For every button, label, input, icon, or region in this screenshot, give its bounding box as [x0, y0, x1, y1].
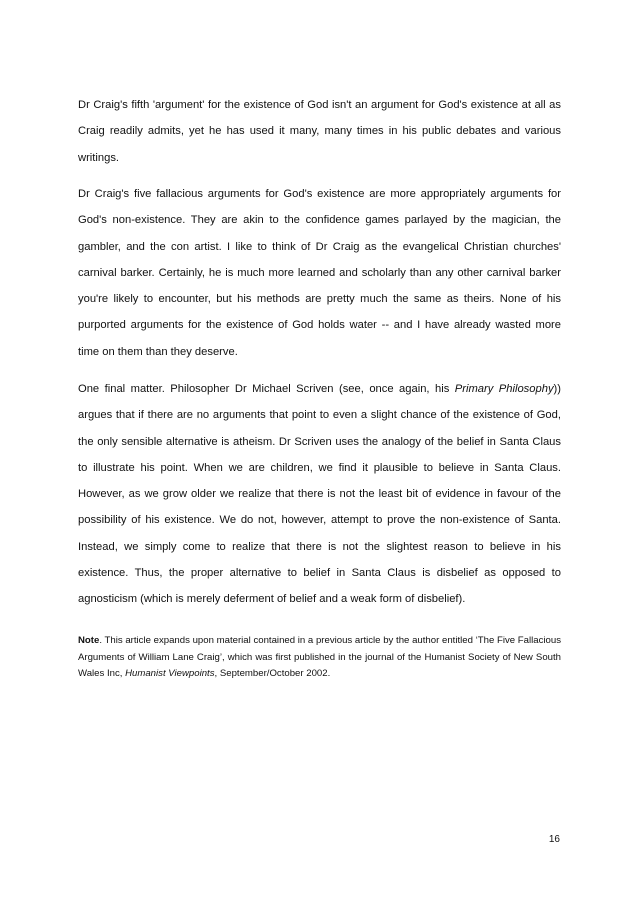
paragraph-fallacious-arguments: Dr Craig's five fallacious arguments for God's existence are more appropriately arguments for God's non-existence. They are akin to the confidence games parlayed by the magician, the gambler, and the con artist. I like to think of Dr Craig as the evangelical Christian churches' carnival barker. Certainly, he is much more learned and scholarly than any other carnival barker you're likely to encounter, but his methods are pretty much the same as theirs. None of his purported arguments for the existence of God holds water -- and I have already wasted more time on them than they deserve. [78, 188, 561, 358]
paragraph-fifth-argument: Dr Craig's fifth 'argument' for the existence of God isn't an argument for God's existence at all as Craig readily admits, yet he has used it many, many times in his public debates and various writings. [78, 99, 561, 164]
note-label: Note [78, 635, 100, 646]
journal-title: Humanist Viewpoints [125, 668, 215, 679]
note-text-start: . This article expands upon material contained in a previous article by the author entitled ‘The Five Fallacious Arguments of William Lane Craig’, which was first published in the journal of the Humanist Society of New South Wales Inc, [78, 635, 561, 679]
final-matter-text-start: One final matter. Philosopher Dr Michael Scriven (see, once again, his [78, 383, 455, 395]
footnote [78, 633, 561, 683]
paragraph-final-matter [78, 376, 561, 613]
page-number: 16 [548, 834, 560, 845]
final-matter-text-rest: )) argues that if there are no arguments that point to even a slight chance of the existence of God, the only sensible alternative is atheism. Dr Scriven uses the analogy of the belief in Santa Claus to illustrate his point. When we are children, we find it plausible to believe in Santa Claus. However, as we grow older we realize that there is not the least bit of evidence in favour of the possibility of his existence. We do not, however, attempt to prove the non-existence of Santa. Instead, we simply come to realize that there is not the slightest reason to believe in his existence. Thus, the proper alternative to belief in Santa Claus is disbelief as opposed to agnosticism (which is merely deferment of belief and a weak form of disbelief). [78, 383, 561, 606]
book-title-primary-philosophy: Primary Philosophy [454, 383, 554, 395]
note-text-end: , September/October 2002. [214, 668, 331, 679]
